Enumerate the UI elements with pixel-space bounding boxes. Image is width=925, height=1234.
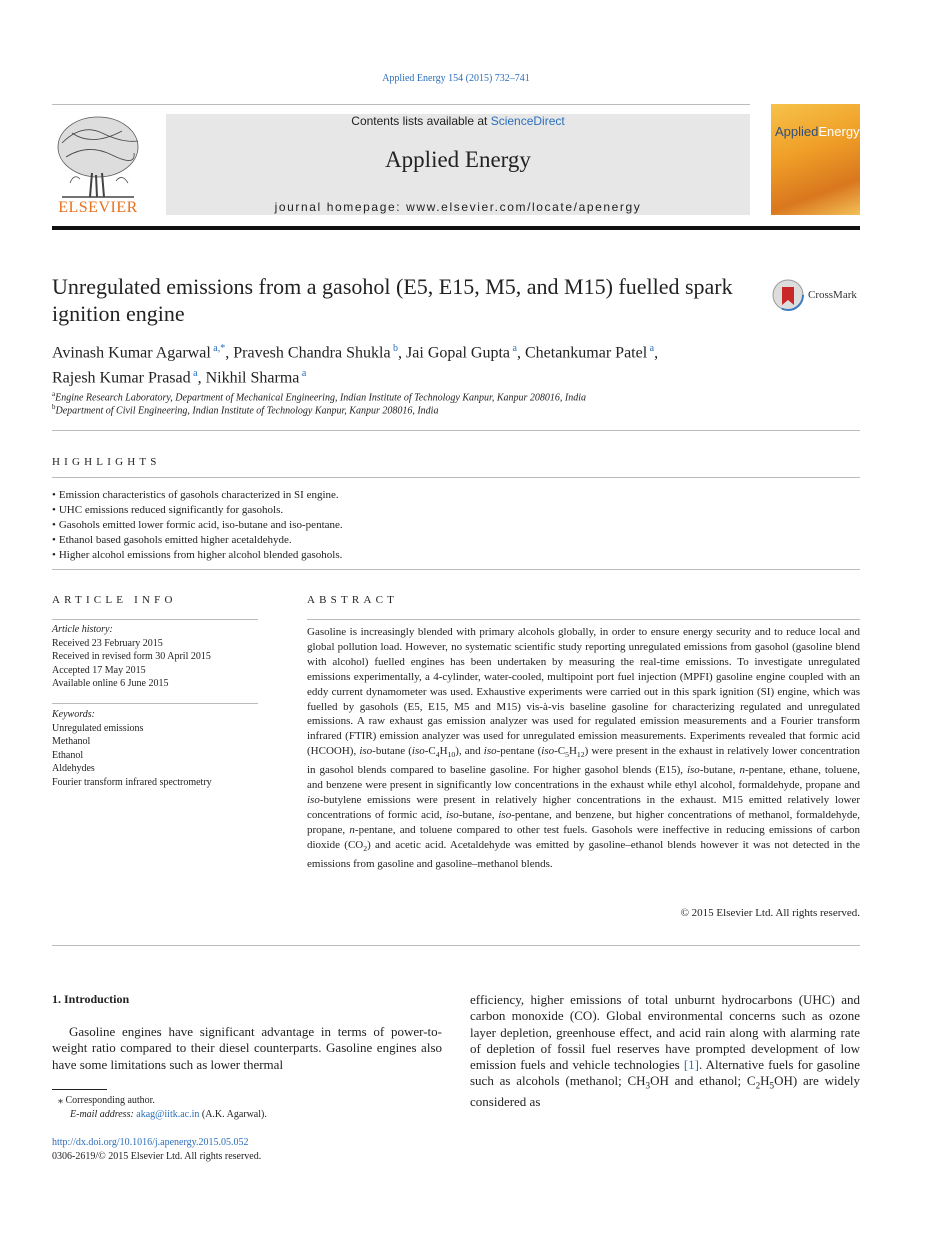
section-rule — [52, 569, 860, 570]
section-rule — [52, 477, 860, 478]
list-item: • UHC emissions reduced significantly for gasohols. — [52, 503, 343, 518]
aff-mark-3: a — [649, 343, 655, 354]
author-affiliation-mark[interactable] — [299, 368, 306, 379]
author-name[interactable]: Jai Gopal Gupta — [406, 344, 511, 362]
author-name[interactable]: Nikhil Sharma — [205, 369, 300, 387]
email-label: E-mail address: — [70, 1109, 137, 1120]
author-name[interactable]: Chetankumar Patel — [524, 344, 648, 362]
author-affiliation-mark[interactable] — [191, 368, 198, 379]
history-item: Received in revised form 30 April 2015 — [52, 651, 211, 662]
email-line — [70, 1109, 267, 1120]
abstract-copyright: © 2015 Elsevier Ltd. All rights reserved. — [680, 907, 860, 919]
highlights-heading: HIGHLIGHTS — [52, 456, 161, 468]
section-rule — [52, 703, 258, 704]
keyword: Aldehydes — [52, 763, 95, 774]
list-item: • Gasohols emitted lower formic acid, iso-butane and iso-pentane. — [52, 518, 343, 533]
publisher-name: ELSEVIER — [58, 199, 138, 216]
author-name[interactable]: Rajesh Kumar Prasad — [52, 369, 191, 387]
sciencedirect-link[interactable]: ScienceDirect — [490, 114, 565, 128]
aff-mark-4: a — [193, 368, 198, 380]
author-name[interactable]: Avinash Kumar Agarwal — [52, 344, 211, 362]
list-item: • Emission characteristics of gasohols characterized in SI engine. — [52, 488, 343, 503]
list-item: • Higher alcohol emissions from higher alcohol blended gasohols. — [52, 548, 343, 563]
list-item: • Ethanol based gasohols emitted higher acetaldehyde. — [52, 533, 343, 548]
article-history — [52, 623, 258, 691]
section-rule — [307, 619, 860, 620]
history-item: Received 23 February 2015 — [52, 637, 163, 649]
crossmark-icon — [772, 279, 804, 311]
aff-mark-5: a — [301, 368, 307, 380]
journal-citation[interactable]: Applied Energy 154 (2015) 732–741 — [382, 73, 530, 84]
intro-heading: 1. Introduction — [52, 992, 130, 1006]
author-list: Avinash Kumar Agarwal $^{a,*}$, Pravesh Chandra Shukla $^b$, Jai Gopal Gupta $^a$, Chetankumar Patel $^a$, Rajesh Kumar Prasad $^a$, Nikhil Sharma $^a$ — [52, 343, 659, 387]
header-rule — [52, 104, 750, 105]
contents-line — [166, 114, 750, 128]
history-item: Accepted 17 May 2015 — [52, 664, 146, 676]
doi-url[interactable]: http://dx.doi.org/10.1016/j.apenergy.2015.05.052 — [52, 1137, 249, 1148]
contents-prefix: Contents lists available at — [351, 114, 491, 128]
masthead-rule — [52, 226, 860, 230]
journal-banner — [166, 114, 750, 215]
keyword: Fourier transform infrared spectrometry — [52, 776, 212, 788]
keyword: Unregulated emissions — [52, 722, 144, 734]
section-rule — [52, 945, 860, 946]
history-label: Article history: — [52, 624, 113, 635]
journal-homepage[interactable]: journal homepage: www.elsevier.com/locate/apenergy — [274, 200, 642, 214]
abstract-heading: ABSTRACT — [307, 594, 399, 606]
section-rule — [52, 430, 860, 431]
author-affiliation-mark[interactable] — [647, 343, 654, 354]
issn-line: 0306-2619/© 2015 Elsevier Ltd. All rights reserved. — [52, 1151, 262, 1162]
journal-cover[interactable] — [771, 104, 860, 215]
affiliation-text: Engine Research Laboratory, Department of Mechanical Engineering, Indian Institute of Technology Kanpur, Kanpur 208016, India — [55, 392, 586, 404]
author-affiliation-mark[interactable] — [510, 343, 517, 354]
history-item: Available online 6 June 2015 — [52, 678, 169, 689]
intro-column-2: efficiency, higher emissions of total unburnt hydrocarbons (UHC) and carbon monoxide (CO). Global environmental concerns such as ozone layer depletion, greenhouse effect, and acid rain along with alarming rate of depletion of fossil fuel reserves have prompted development of low emission fuels and vehicle technologies [1]. Alternative fuels for gasoline such as alcohols (methanol; $CH_3OH$ and ethanol; $C_2H_5OH$) are widely considered as — [470, 992, 861, 1110]
author-name[interactable]: Pravesh Chandra Shukla — [233, 344, 391, 362]
crossmark-badge[interactable] — [772, 279, 857, 311]
keyword: Ethanol — [52, 749, 84, 761]
aff-mark-2: a — [512, 343, 517, 354]
aff-mark-0: a,* — [213, 343, 226, 354]
author-affiliation-mark[interactable] — [211, 343, 225, 354]
section-rule — [52, 619, 258, 620]
affiliation — [52, 390, 586, 403]
affiliation-mark: a — [52, 390, 56, 398]
aff-mark-1: b — [393, 343, 399, 354]
journal-title: Applied Energy — [385, 147, 531, 172]
cover-title-b: Energy — [818, 124, 860, 139]
highlights-list — [52, 488, 343, 563]
cover-title-a: Applied — [775, 124, 819, 139]
affiliation-mark: b — [52, 403, 56, 411]
doi-link[interactable] — [52, 1137, 248, 1148]
keywords-label: Keywords: — [52, 709, 95, 720]
cover-title — [775, 124, 860, 139]
affiliation-text: Department of Civil Engineering, Indian Institute of Technology Kanpur, Kanpur 208016, India — [55, 405, 439, 417]
intro-column-1: Gasoline engines have significant advantage in terms of power-to-weight ratio compared to their diesel counterparts. Gasoline engines also have some limitations such as lower thermal — [52, 1024, 442, 1072]
email-suffix: (A.K. Agarwal). — [199, 1109, 267, 1120]
crossmark-label: CrossMark — [808, 289, 857, 301]
email-link[interactable]: akag@iitk.ac.in — [136, 1109, 200, 1120]
reference-link[interactable]: [1] — [683, 1057, 699, 1073]
abstract-text: Gasoline is increasingly blended with primary alcohols globally, in order to ensure energy security and to reduce local and global pollution load. However, no systematic scientific study reporting unregulated emissions from gasohol (gasoline blend with alcohol) fuelled engines has been undertaken by measuring the real-time emissions. To investigate unregulated emissions experimentally, a 4-cylinder, water-cooled, multipoint port fuel injection (MPFI) gasoline engine coupled with an eddy current dynamometer was used. Exhaustive experiments were carried out in this spark ignition (SI) engine, which was fuelled by gasohols (E5, E15, M5 and M15) vis-à-vis baseline gasoline for characterizing regulated and unregulated emissions. A raw exhaust gas emission analyzer was used for regulated emission measurements and a Fourier transform infrared (FTIR) emission analyzer was used for unregulated emission measurements. Experiments revealed that formic acid (HCOOH), iso-butane $(iso-C_4H_{10})$, and iso-pentane $(iso-C_5H_{12})$ were present in the exhaust in relatively lower concentration in gasohol blends compared to baseline gasoline. For higher gasohol blends (E15), iso-butane, n-pentane, ethane, toluene, and benzene were present in significantly low concentrations in the exhaust while ethyl alcohol, formaldehyde, propane and iso-butylene emissions were present in relatively higher concentrations in the exhaust. M15 emitted relatively lower concentrations of formic acid, iso-butane, iso-pentane, and benzene, but higher concentrations of methanol, formaldehyde, propane, n-pentane, and toluene compared to other test fuels. Gasohols were ineffective in reducing emissions of carbon dioxide $(CO_2)$ and acetic acid. Acetaldehyde was emitted by gasoline–ethanol blends however it was not detected in the emissions from gasoline and gasoline–methanol blends. — [307, 626, 861, 870]
affiliation — [52, 403, 438, 416]
corresponding-author: ⁎ Corresponding author. — [58, 1095, 155, 1106]
article-title: Unregulated emissions from a gasohol (E5, E15, M5, and M15) fuelled spark ignition engine — [52, 274, 733, 326]
footnote-rule — [52, 1089, 107, 1090]
author-affiliation-mark[interactable] — [391, 343, 399, 354]
keyword: Methanol — [52, 736, 91, 747]
keywords — [52, 708, 258, 789]
article-info-heading: ARTICLE INFO — [52, 594, 177, 606]
